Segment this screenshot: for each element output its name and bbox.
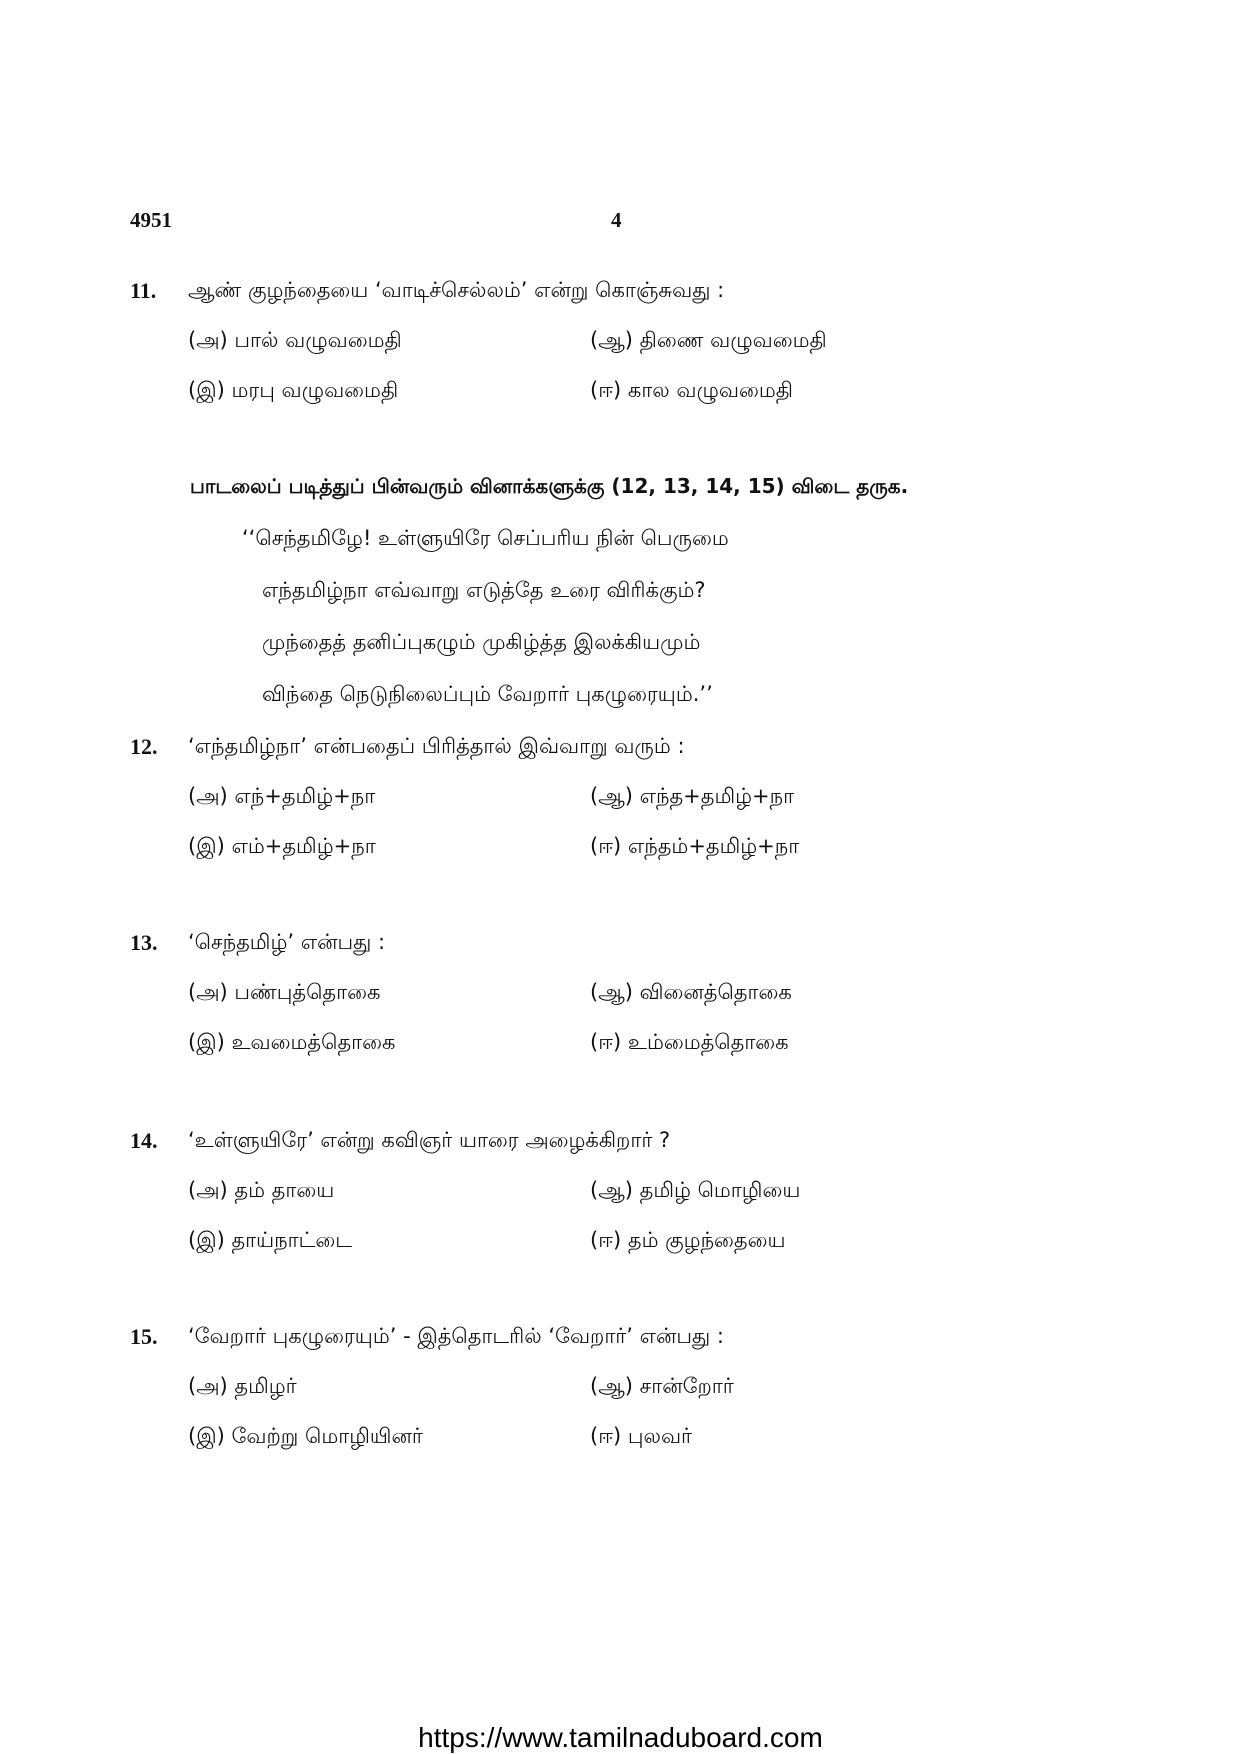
option-label: (அ): [188, 1374, 228, 1398]
option-text: பண்புத்தொகை: [234, 980, 381, 1004]
question-text: ‘உள்ளுயிரே’ என்று கவிஞர் யாரை அழைக்கிறார் ?: [188, 1128, 671, 1152]
option-text: வினைத்தொகை: [639, 980, 792, 1004]
option-aa: [590, 784, 794, 811]
option-aa: [590, 980, 792, 1007]
option-text: தம் தாயை: [234, 1178, 335, 1202]
option-ii: [590, 1228, 785, 1255]
option-text: தமிழ் மொழியை: [639, 1178, 801, 1202]
option-aa: [590, 328, 827, 355]
option-a: [188, 784, 375, 811]
option-i: [188, 1030, 395, 1057]
option-label: (ஆ): [590, 980, 633, 1004]
question-text: ‘செந்தமிழ்’ என்பது :: [188, 930, 386, 954]
option-ii: [590, 1424, 692, 1451]
option-i: [188, 1424, 423, 1451]
question-number: 14.: [130, 1128, 158, 1153]
footer-url[interactable]: https://www.tamilnaduboard.com: [418, 1722, 823, 1753]
option-text: உவமைத்தொகை: [231, 1030, 396, 1054]
question-number: 11.: [130, 278, 157, 303]
option-text: எந்தம்+தமிழ்+நா: [627, 834, 800, 858]
option-text: வேற்று மொழியினர்: [231, 1424, 423, 1448]
option-label: (இ): [188, 1424, 225, 1448]
poem-line: எந்தமிழ்நா எவ்வாறு எடுத்தே உரை விரிக்கும்?: [262, 578, 706, 602]
question-number: 13.: [130, 930, 158, 955]
option-text: எந்+தமிழ்+நா: [234, 784, 376, 808]
option-label: (ஆ): [590, 784, 633, 808]
option-label: (அ): [188, 328, 228, 352]
option-text: தம் குழந்தையை: [627, 1228, 786, 1252]
option-a: [188, 1178, 334, 1205]
option-i: [188, 378, 398, 405]
option-label: (ஆ): [590, 328, 633, 352]
option-text: புலவர்: [627, 1424, 693, 1448]
option-a: [188, 1374, 297, 1401]
option-label: (ஈ): [590, 1424, 622, 1448]
option-label: (அ): [188, 1178, 228, 1202]
option-text: உம்மைத்தொகை: [627, 1030, 789, 1054]
option-label: (ஈ): [590, 834, 622, 858]
option-aa: [590, 1374, 734, 1401]
option-ii: [590, 1030, 789, 1057]
option-label: (ஈ): [590, 1228, 622, 1252]
option-ii: [590, 378, 793, 405]
paper-code: 4951: [130, 208, 172, 232]
option-text: எந்த+தமிழ்+நா: [639, 784, 795, 808]
option-a: [188, 328, 402, 355]
option-i: [188, 1228, 352, 1255]
option-label: (இ): [188, 834, 225, 858]
question-text: ‘வேறார் புகழுரையும்’ - இத்தொடரில் ‘வேறார்’ என்பது :: [188, 1324, 724, 1348]
option-text: கால வழுவமைதி: [627, 378, 794, 402]
option-label: (ஈ): [590, 378, 622, 402]
page-number: 4: [611, 208, 622, 232]
option-label: (இ): [188, 1228, 225, 1252]
option-i: [188, 834, 376, 861]
option-text: தாய்நாட்டை: [231, 1228, 352, 1252]
option-text: மரபு வழுவமைதி: [231, 378, 399, 402]
option-a: [188, 980, 380, 1007]
question-text: ‘எந்தமிழ்நா’ என்பதைப் பிரித்தால் இவ்வாறு வரும் :: [188, 734, 685, 758]
option-text: திணை வழுவமைதி: [639, 328, 827, 352]
option-ii: [590, 834, 799, 861]
poem-line: முந்தைத் தனிப்புகழும் முகிழ்த்த இலக்கியமும்: [262, 630, 701, 654]
poem-line: ‘‘செந்தமிழே! உள்ளுயிரே செப்பரிய நின் பெருமை: [242, 526, 729, 550]
passage-instruction: பாடலைப் படித்துப் பின்வரும் வினாக்களுக்கு (12, 13, 14, 15) விடை தருக.: [190, 474, 909, 498]
option-label: (அ): [188, 784, 228, 808]
option-text: தமிழர்: [234, 1374, 297, 1398]
poem-line: விந்தை நெடுநிலைப்பும் வேறார் புகழுரையும்.’’: [262, 682, 713, 706]
option-label: (இ): [188, 378, 225, 402]
option-label: (ஆ): [590, 1374, 633, 1398]
option-text: எம்+தமிழ்+நா: [231, 834, 376, 858]
option-label: (அ): [188, 980, 228, 1004]
question-number: 12.: [130, 734, 158, 759]
option-label: (ஆ): [590, 1178, 633, 1202]
option-aa: [590, 1178, 800, 1205]
option-text: சான்றோர்: [639, 1374, 734, 1398]
question-text: ஆண் குழந்தையை ‘வாடிச்செல்லம்’ என்று கொஞ்சுவது :: [188, 278, 725, 302]
option-label: (ஈ): [590, 1030, 622, 1054]
option-label: (இ): [188, 1030, 225, 1054]
option-text: பால் வழுவமைதி: [234, 328, 402, 352]
question-number: 15.: [130, 1324, 158, 1349]
